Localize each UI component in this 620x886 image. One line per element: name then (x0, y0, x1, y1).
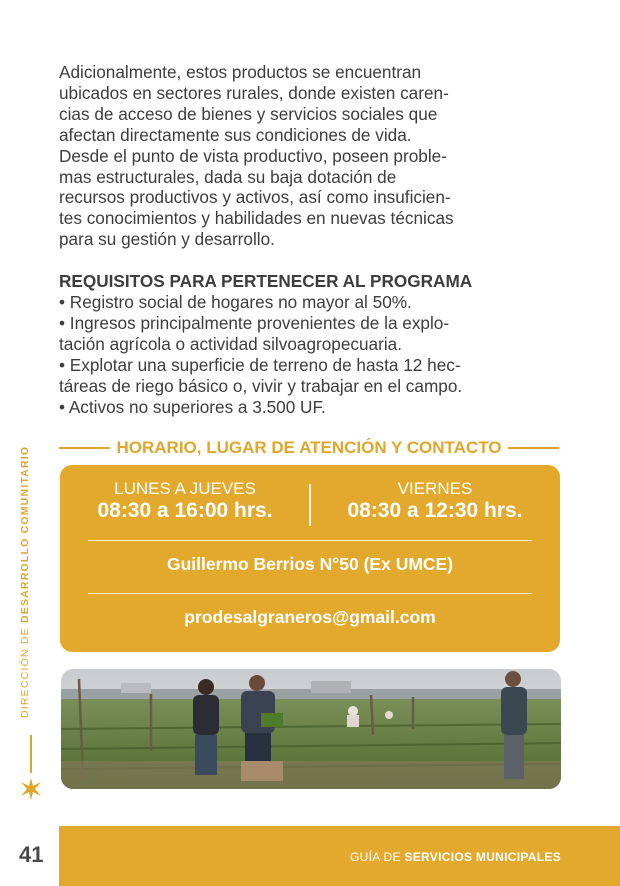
requirements-title: REQUISITOS PARA PERTENECER AL PROGRAMA (59, 271, 473, 291)
schedule-hours: 08:30 a 16:00 hrs. (97, 499, 273, 522)
page-number: 41 (19, 842, 44, 867)
card-divider (88, 540, 532, 541)
schedule-days: LUNES A JUEVES (114, 479, 256, 498)
schedule-weekdays (60, 479, 310, 523)
card-divider (88, 593, 532, 594)
requirements-list: • Registro social de hogares no mayor al 50%. • Ingresos principalmente provenientes de la explo- tación agrícola o actividad silvoagropecuaria. • Explotar una superficie de terreno de hasta 12 hec- táreas de riego básico o, vivir y trabajar en el campo. • Activos no superiores a 3.500 UF. (59, 292, 463, 417)
sidebar-department (19, 446, 31, 718)
sidebar-prefix: DIRECCIÓN DE (19, 623, 31, 718)
footer-bar (59, 826, 620, 886)
schedule-hours: 08:30 a 12:30 hrs. (347, 499, 523, 522)
farm-workers-photo (61, 669, 561, 789)
sidebar-line (30, 735, 32, 773)
intro-paragraph: Adicionalmente, estos productos se encuentran ubicados en sectores rurales, donde existen caren- cias de acceso de bienes y servicios sociales que afectan directamente sus condiciones de vida. Desde el punto de vista productivo, poseen proble- mas estructurales, dada su baja dotación de recursos productivos y activos, así como insuficien- tes conocimientos y habilidades en nuevas técnicas para su gestión y desarrollo. (59, 62, 454, 250)
schedule-days: VIERNES (397, 479, 473, 498)
heading-rule-right (508, 447, 559, 449)
photo-illustration (61, 669, 561, 789)
contact-heading-text: HORARIO, LUGAR DE ATENCIÓN Y CONTACTO (116, 438, 502, 457)
schedule-friday (310, 479, 560, 523)
guide-label (350, 850, 561, 864)
address: Guillermo Berrios N°50 (Ex UMCE) (166, 554, 454, 574)
contact-heading (59, 436, 559, 460)
contact-card (60, 465, 560, 652)
heading-rule-left (59, 447, 110, 449)
email-link[interactable]: prodesalgraneros@gmail.com (184, 607, 436, 627)
guide-prefix: GUÍA DE (350, 850, 405, 864)
star-icon (20, 778, 42, 800)
sidebar-bold: DESARROLLO COMUNITARIO (19, 445, 31, 624)
guide-bold: SERVICIOS MUNICIPALES (404, 850, 561, 864)
schedule (60, 479, 560, 529)
